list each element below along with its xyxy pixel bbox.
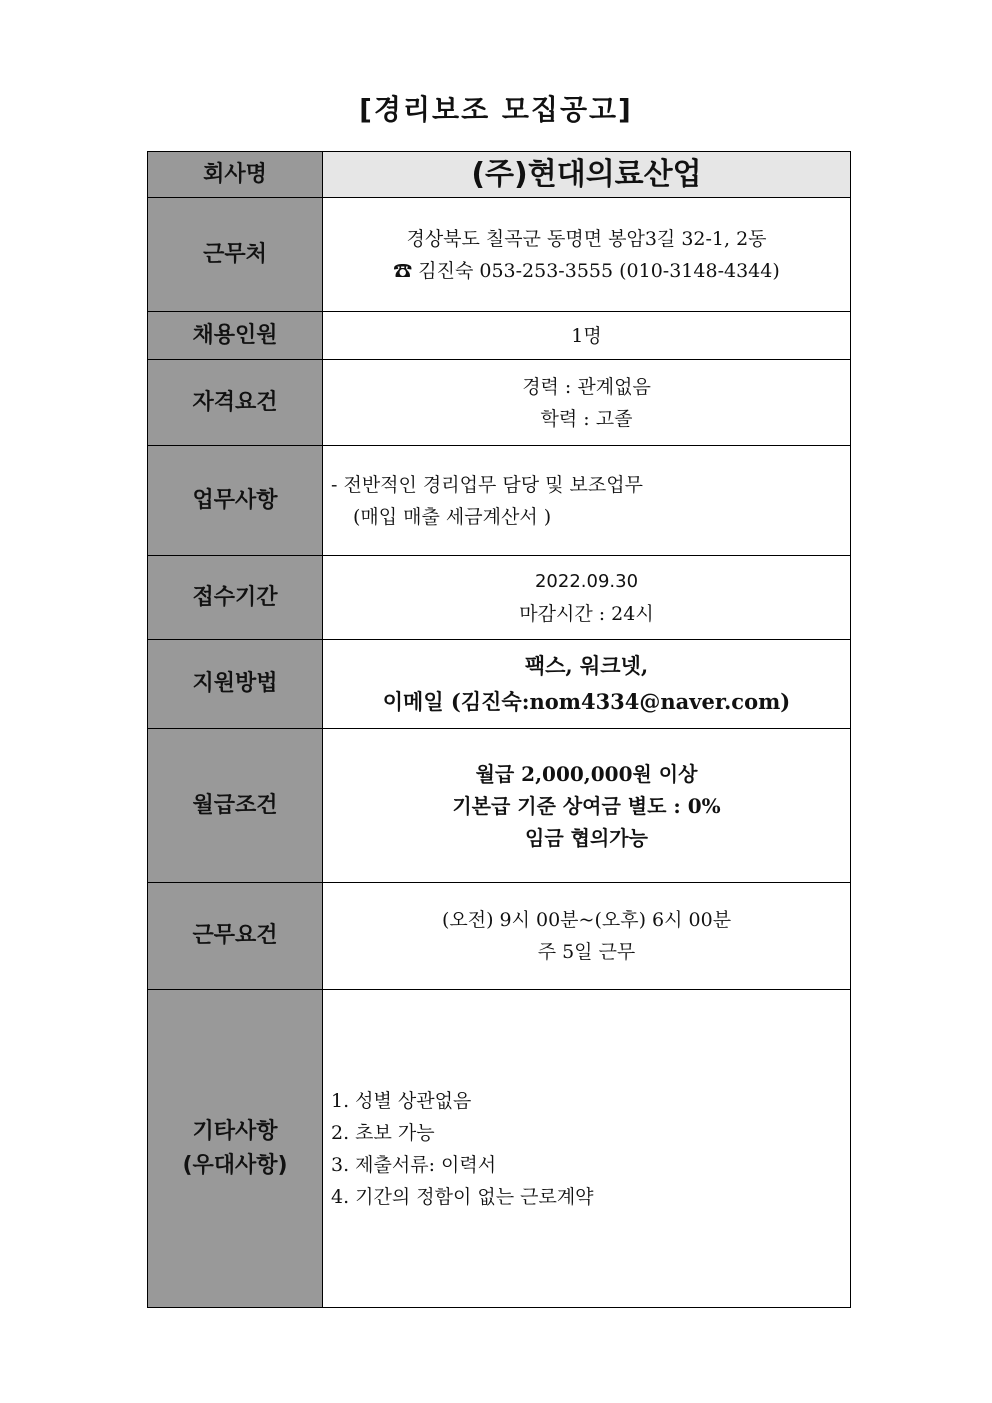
other-item-1: 1. 성별 상관없음 <box>331 1089 472 1112</box>
period-cell <box>323 556 851 640</box>
qualification-career: 경력 : 관계없음 <box>522 375 651 398</box>
duties-cell <box>323 446 851 556</box>
conditions-cell <box>323 883 851 990</box>
conditions-days: 주 5일 근무 <box>537 941 636 963</box>
row-other <box>148 990 851 1308</box>
label-other <box>148 990 323 1308</box>
qualifications-cell <box>323 360 851 446</box>
label-period: 접수기간 <box>148 556 323 640</box>
other-item-4: 4. 기간의 정함이 없는 근로계약 <box>331 1185 594 1208</box>
salary-cell <box>323 729 851 883</box>
row-qualifications <box>148 360 851 446</box>
conditions-hours: (오전) 9시 00분~(오후) 6시 00분 <box>441 909 732 931</box>
label-conditions: 근무요건 <box>148 883 323 990</box>
row-salary <box>148 729 851 883</box>
workplace-cell <box>323 198 851 312</box>
label-duties: 업무사항 <box>148 446 323 556</box>
label-company: 회사명 <box>148 152 323 198</box>
label-method: 지원방법 <box>148 640 323 729</box>
label-qualifications: 자격요건 <box>148 360 323 446</box>
salary-monthly: 월급 2,000,000원 이상 <box>475 761 698 786</box>
salary-negotiable: 임금 협의가능 <box>525 825 648 850</box>
qualification-education: 학력 : 고졸 <box>540 407 633 430</box>
row-company <box>148 152 851 198</box>
salary-bonus: 기본급 기준 상여금 별도 : 0% <box>452 793 721 818</box>
row-duties <box>148 446 851 556</box>
method-email: 이메일 (김진숙:nom4334@naver.com) <box>382 689 791 714</box>
page-title: [경리보조 모집공고] <box>359 93 633 126</box>
duty-line-1: - 전반적인 경리업무 담당 및 보조업무 <box>331 473 643 496</box>
duty-line-2: (매입 매출 세금계산서 ) <box>353 505 552 528</box>
other-cell <box>323 990 851 1308</box>
method-cell <box>323 640 851 729</box>
row-conditions <box>148 883 851 990</box>
label-other-line2: (우대사항) <box>182 1152 288 1178</box>
row-period <box>148 556 851 640</box>
label-workplace: 근무처 <box>148 198 323 312</box>
workplace-address: 경상북도 칠곡군 동명면 봉암3길 32-1, 2동 <box>406 227 767 250</box>
label-other-line1: 기타사항 <box>192 1118 278 1144</box>
headcount-value: 1명 <box>323 312 851 360</box>
row-workplace <box>148 198 851 312</box>
job-posting-table <box>147 151 851 1308</box>
other-item-2: 2. 초보 가능 <box>331 1121 435 1144</box>
workplace-contact: ☎ 김진숙 053-253-3555 (010-3148-4344) <box>393 259 780 282</box>
company-name: (주)현대의료산업 <box>323 152 851 198</box>
row-method <box>148 640 851 729</box>
other-item-3: 3. 제출서류: 이력서 <box>331 1153 497 1176</box>
period-deadline: 마감시간 : 24시 <box>519 602 654 625</box>
row-headcount <box>148 312 851 360</box>
period-date: 2022.09.30 <box>534 570 639 592</box>
label-headcount: 채용인원 <box>148 312 323 360</box>
label-salary: 월급조건 <box>148 729 323 883</box>
method-fax-worknet: 팩스, 워크넷, <box>524 653 649 678</box>
